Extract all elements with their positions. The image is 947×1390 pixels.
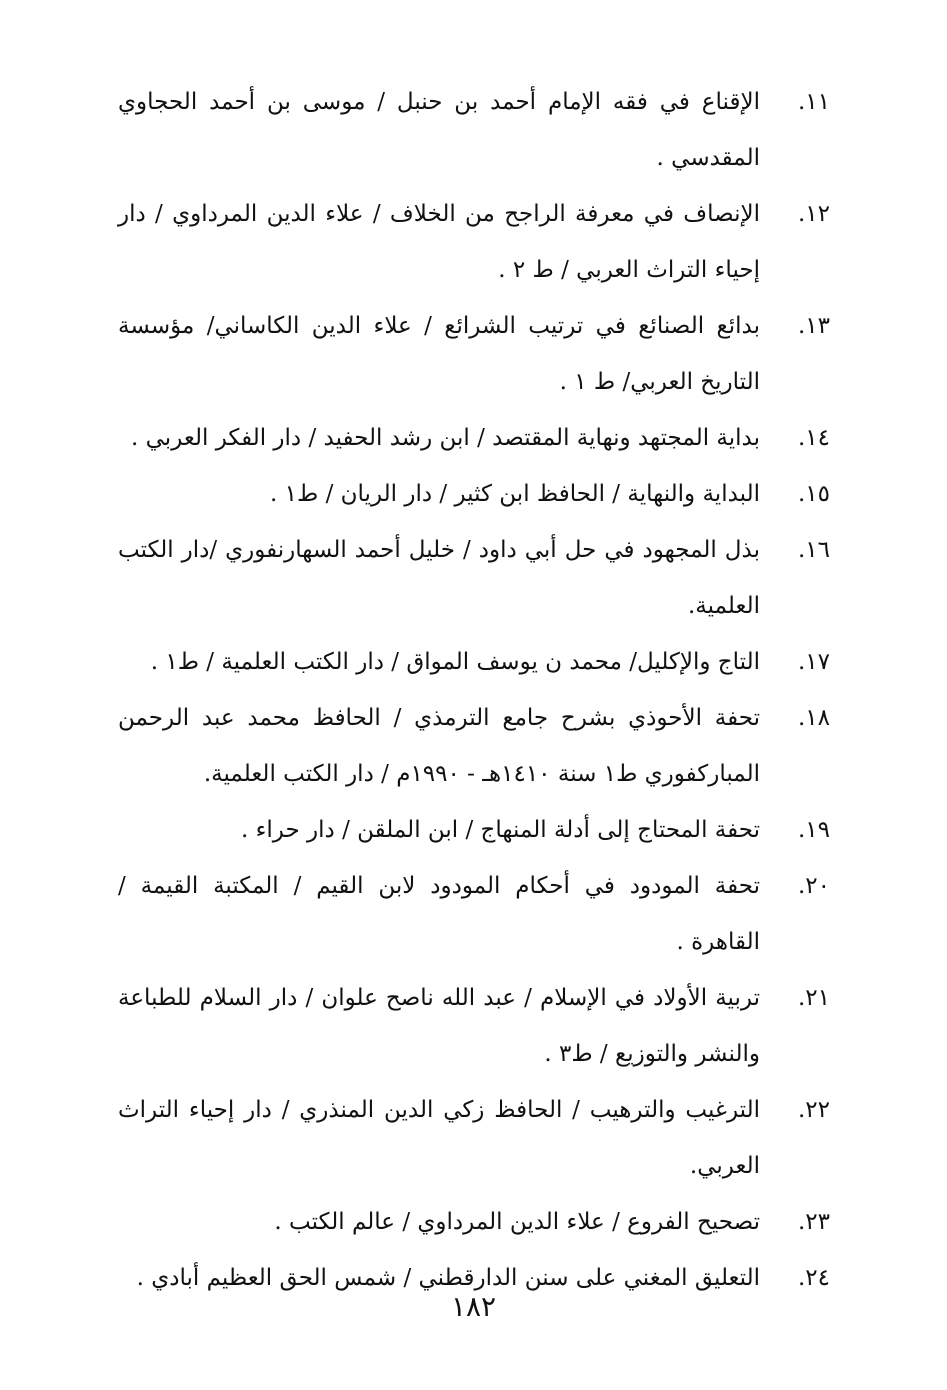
reference-item <box>118 858 830 970</box>
reference-item <box>118 410 830 466</box>
reference-item <box>118 186 830 298</box>
reference-item <box>118 74 830 186</box>
reference-text: بداية المجتهد ونهاية المقتصد / ابن رشد الحفيد / دار الفكر العربي . <box>131 425 760 451</box>
reference-number: ١٥. <box>797 481 830 507</box>
reference-number: ١٢. <box>797 201 830 227</box>
reference-text: التعليق المغني على سنن الدارقطني / شمس الحق العظيم أبادي . <box>136 1265 760 1291</box>
reference-item <box>118 1194 830 1250</box>
reference-text: تصحيح الفروع / علاء الدين المرداوي / عالم الكتب . <box>274 1209 760 1235</box>
reference-text: تربية الأولاد في الإسلام / عبد الله ناصح علوان / دار السلام للطباعة والنشر والتوزيع / ط٣ . <box>118 985 760 1067</box>
reference-item <box>118 690 830 802</box>
reference-number: ١٦. <box>797 537 830 563</box>
reference-text: الترغيب والترهيب / الحافظ زكي الدين المنذري / دار إحياء التراث العربي. <box>118 1097 760 1179</box>
reference-item <box>118 1082 830 1194</box>
reference-number: ٢٤. <box>797 1265 830 1291</box>
reference-item <box>118 298 830 410</box>
reference-list <box>118 74 830 1306</box>
reference-text: تحفة الأحوذي بشرح جامع الترمذي / الحافظ محمد عبد الرحمن المباركفوري ط١ سنة ١٤١٠هـ - ١٩٩٠م / دار الكتب العلمية. <box>118 705 760 787</box>
reference-text: تحفة المحتاج إلى أدلة المنهاج / ابن الملقن / دار حراء . <box>240 817 760 843</box>
reference-item <box>118 466 830 522</box>
reference-item <box>118 522 830 634</box>
reference-number: ١٩. <box>797 817 830 843</box>
reference-item <box>118 970 830 1082</box>
reference-number: ١٣. <box>797 313 830 339</box>
reference-number: ١٤. <box>797 425 830 451</box>
reference-text: التاج والإكليل/ محمد ن يوسف المواق / دار الكتب العلمية / ط١ . <box>150 649 760 675</box>
reference-number: ٢٠. <box>797 873 830 899</box>
reference-text: الإنصاف في معرفة الراجح من الخلاف / علاء الدين المرداوي / دار إحياء التراث العربي / ط ٢ . <box>118 201 760 283</box>
reference-text: تحفة المودود في أحكام المودود لابن القيم / المكتبة القيمة / القاهرة . <box>118 873 760 955</box>
reference-number: ١٧. <box>797 649 830 675</box>
reference-number: ١٨. <box>797 705 830 731</box>
reference-number: ٢١. <box>797 985 830 1011</box>
page-number: ١٨٢ <box>450 1290 497 1323</box>
reference-item <box>118 802 830 858</box>
reference-number: ١١. <box>797 89 830 115</box>
reference-number: ٢٢. <box>797 1097 830 1123</box>
reference-text: بدائع الصنائع في ترتيب الشرائع / علاء الدين الكاساني/ مؤسسة التاريخ العربي/ ط ١ . <box>118 313 760 395</box>
reference-text: البداية والنهاية / الحافظ ابن كثير / دار الريان / ط١ . <box>270 481 760 507</box>
reference-text: الإقناع في فقه الإمام أحمد بن حنبل / موسى بن أحمد الحجاوي المقدسي . <box>118 89 760 171</box>
reference-item <box>118 634 830 690</box>
reference-text: بذل المجهود في حل أبي داود / خليل أحمد السهارنفوري /دار الكتب العلمية. <box>118 537 760 619</box>
reference-number: ٢٣. <box>797 1209 830 1235</box>
